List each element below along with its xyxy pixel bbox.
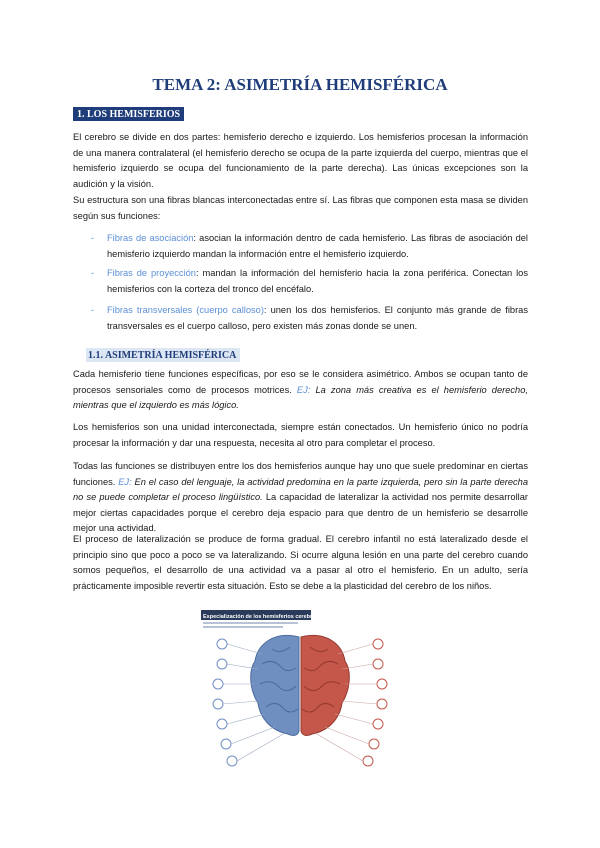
paragraph-unidad: Los hemisferios son una unidad interconectada, siempre están conectados. Un hemisferio único no podría procesar la información y dar una respuesta, necesita al otro para completar el proceso. xyxy=(73,422,528,448)
bullet-fibras-asociacion xyxy=(107,231,528,262)
brain-illustration xyxy=(200,609,400,774)
section-heading-hemisferios: 1. LOS HEMISFERIOS xyxy=(73,107,184,121)
page-title: TEMA 2: ASIMETRÍA HEMISFÉRICA xyxy=(152,75,448,94)
term-fibras-asociacion: Fibras de asociación xyxy=(107,233,194,243)
bullet-fibras-transversales xyxy=(107,303,528,334)
bullet-text: : unen los dos hemisferios. El conjunto más grande de fibras transversales es el cuerpo calloso, pero existen más zonas donde se unen. xyxy=(107,305,528,331)
bullet-dash: - xyxy=(91,233,95,243)
section-heading-asimetria: 1.1. ASIMETRÍA HEMISFÉRICA xyxy=(86,348,240,362)
figure-caption: Especialización de los hemisferios cerebrales xyxy=(203,614,323,620)
bullet-dash: - xyxy=(91,268,95,278)
paragraph-funciones xyxy=(73,459,528,537)
example-label: EJ: xyxy=(118,476,132,487)
brain-hemispheres-figure xyxy=(200,609,400,774)
term-fibras-transversales: Fibras transversales (cuerpo calloso) xyxy=(107,305,264,315)
bullet-dash: - xyxy=(91,305,95,315)
bullet-fibras-proyeccion xyxy=(107,266,528,297)
paragraph-structure: Su estructura son una fibras blancas interconectadas entre sí. Las fibras que componen esta masa se dividen según sus funciones: xyxy=(73,195,528,221)
example-text: En el caso del lenguaje, la actividad predomina en la parte izquierda, pero sin la parte derecha no se puede completar el proceso lingüístico. xyxy=(73,476,528,503)
term-fibras-proyeccion: Fibras de proyección xyxy=(107,268,196,278)
bullet-text: : mandan la información del hemisferio hacia la zona periférica. Conectan los hemisferios con la corteza del tronco del encéfalo. xyxy=(107,268,528,294)
paragraph-text: Todas las funciones se distribuyen entre los dos hemisferios aunque hay uno que suele predominar en ciertas funciones. xyxy=(73,461,528,487)
paragraph-asimetria xyxy=(73,367,528,414)
paragraph-text: Cada hemisferio tiene funciones específicas, por eso se le considera asimétrico. Ambos se ocupan tanto de procesos sensoriales como de procesos motrices. xyxy=(73,369,528,395)
paragraph-intro: El cerebro se divide en dos partes: hemisferio derecho e izquierdo. Los hemisferios procesan la información de una manera contralateral (el hemisferio derecho se ocupa de la parte izquierda del cuerpo, mientras que el hemisferio izquierdo se ocupa del funcionamiento de la parte derecha). Las únicas excepciones son la audición y la visión. xyxy=(73,132,528,189)
paragraph-lateralizacion: El proceso de lateralización se produce de forma gradual. El cerebro infantil no está lateralizado desde el principio sino que poco a poco se va lateralizando. Si ocurre alguna lesión en una parte del cerebro cuando somos pequeños, el desarrollo de una actividad va a pasar al otro el hemisferio. En un adulto, sería prácticamente imposible revertir esta situación. Esto se debe a la plasticidad del cerebro de los niños. xyxy=(73,534,528,591)
paragraph-text: La capacidad de lateralizar la actividad nos permite desarrollar mejor ciertas capacidades porque el cerebro deja espacio para que dentro de un hemisferio se desarrolle mejor una actividad. xyxy=(73,492,528,534)
bullet-text: : asocian la información dentro de cada hemisferio. Las fibras de asociación del hemisferio izquierdo mandan la información entre el hemisferio izquierdo. xyxy=(107,233,528,259)
example-text: La zona más creativa es el hemisferio derecho, mientras que el izquierdo es más lógico. xyxy=(73,384,528,411)
example-label: EJ: xyxy=(296,384,311,395)
